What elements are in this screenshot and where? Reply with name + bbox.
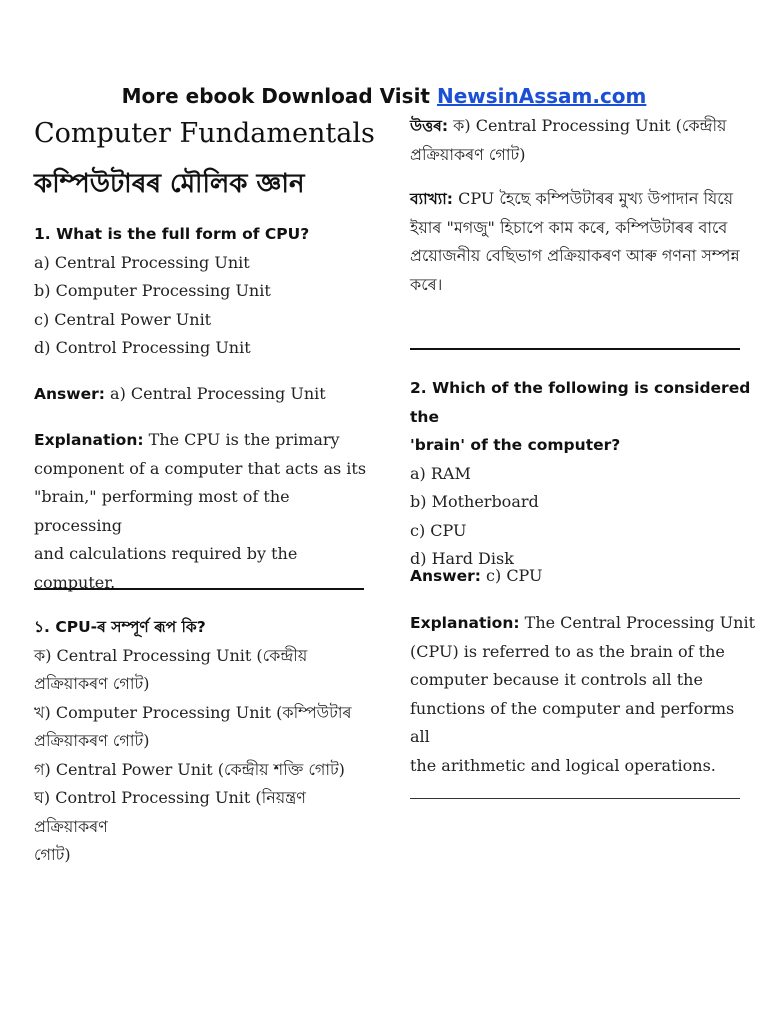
question-1-assamese-option: ঘ) Control Processing Unit (নিয়ন্ত্ৰণ প্ৰক্ৰিয়াকৰণ [34,788,306,836]
page-title-assamese: কম্পিউটাৰৰ মৌলিক জ্ঞান [34,169,305,199]
question-2-text: 'brain' of the computer? [410,436,621,454]
question-2-option: b) Motherboard [410,492,539,511]
explanation-text: computer because it controls all the [410,670,703,689]
question-1-assamese-option: ক) Central Processing Unit (কেন্দ্ৰীয় [34,645,308,665]
divider [34,588,364,590]
question-2-answer [410,562,750,591]
explanation-label: Explanation: [410,614,520,632]
explanation-text: component of a computer that acts as its [34,458,367,478]
banner-text: More ebook Download Visit [121,84,437,108]
explanation-1-assamese [410,185,750,299]
banner-link[interactable]: NewsinAssam.com [436,84,647,108]
question-2-option: c) CPU [410,520,467,540]
download-banner [0,84,768,108]
explanation-text: and calculations required by the computer. [34,544,298,592]
question-1-assamese-option: গ) Central Power Unit (কেন্দ্ৰীয় শক্তি গোট) [34,759,345,779]
answer-label-assamese: উত্তৰ: [410,117,449,135]
explanation-text: The CPU is the primary [143,430,340,449]
question-2-option: d) Hard Disk [410,549,514,568]
explanation-text: "brain," performing most of the processing [34,487,290,535]
question-2-explanation [410,609,755,780]
question-1-assamese-option: গোট) [34,845,71,864]
answer-1-assamese [410,112,745,169]
question-1-option: d) Control Processing Unit [34,338,251,357]
explanation-text-assamese: প্ৰয়োজনীয় বেছিভাগ প্ৰক্ৰিয়াকৰণ আৰু গণনা সম্পন্ন [410,246,740,265]
explanation-text: the arithmetic and logical operations. [410,755,716,775]
answer-label: Answer: [410,567,481,585]
answer-label: Answer: [34,385,105,403]
explanation-label-assamese: ব্যাখ্যা: [410,190,453,208]
question-1-assamese-option: প্ৰক্ৰিয়াকৰণ গোট) [34,731,150,750]
explanation-label: Explanation: [34,431,144,449]
question-1 [34,220,374,363]
question-2 [410,374,755,574]
question-1-option: a) Central Processing Unit [34,252,250,272]
question-1-text: 1. What is the full form of CPU? [34,225,310,243]
explanation-text-assamese: কৰে। [410,274,443,294]
question-1-option: b) Computer Processing Unit [34,281,271,300]
question-1-option: c) Central Power Unit [34,309,212,329]
page-title: Computer Fundamentals [34,118,375,149]
answer-text: a) Central Processing Unit [104,384,326,403]
question-1-assamese-option: প্ৰক্ৰিয়াকৰণ গোট) [34,674,150,693]
question-1-answer [34,380,374,409]
explanation-text-assamese: ইয়াৰ "মগজু" হিচাপে কাম কৰে, কম্পিউটাৰৰ বাবে [410,217,728,237]
answer-text-assamese: প্ৰক্ৰিয়াকৰণ গোট) [410,144,526,164]
explanation-text-assamese: CPU হৈছে কম্পিউটাৰৰ মুখ্য উপাদান যিয়ে [452,189,734,208]
answer-text-assamese: ক) Central Processing Unit (কেন্দ্ৰীয় [448,116,727,135]
question-1-assamese [34,613,379,870]
explanation-text: functions of the computer and performs all [410,698,735,746]
question-2-option: a) RAM [410,463,471,483]
explanation-text: The Central Processing Unit [519,613,755,632]
question-1-explanation [34,426,374,597]
explanation-text: (CPU) is referred to as the brain of the [410,641,725,661]
question-1-assamese-text: ১. CPU-ৰ সম্পূৰ্ণ ৰূপ কি? [34,618,206,636]
divider [410,348,740,350]
question-1-assamese-option: খ) Computer Processing Unit (কম্পিউটাৰ [34,702,352,722]
answer-text: c) CPU [480,566,543,585]
question-2-text: 2. Which of the following is considered the [410,379,751,426]
divider [410,798,740,799]
